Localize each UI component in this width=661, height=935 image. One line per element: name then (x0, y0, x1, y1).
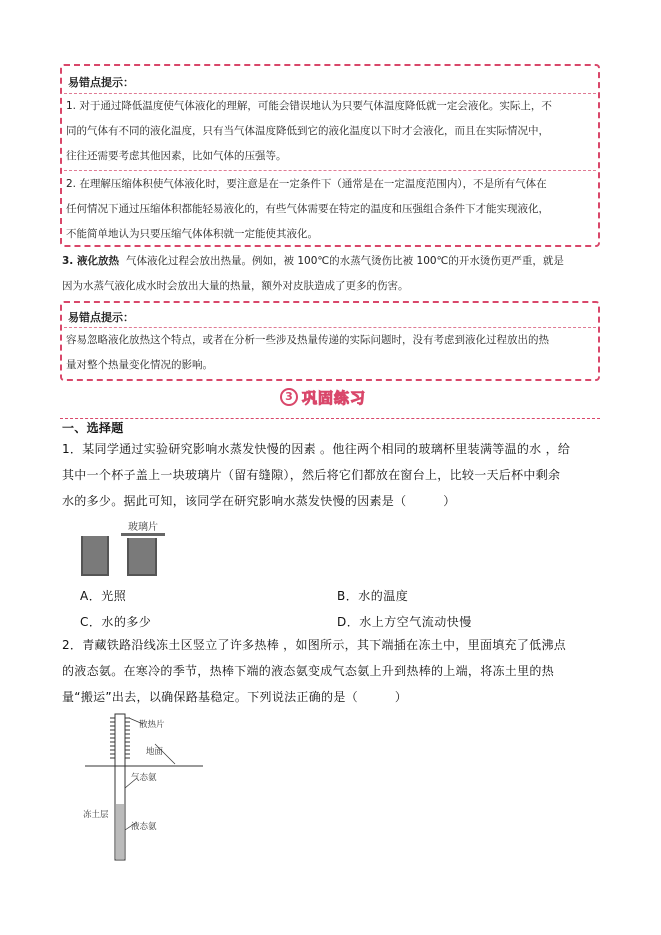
cup-right (127, 538, 157, 576)
q1-option-d[interactable]: D．水上方空气流动快慢 (337, 615, 472, 629)
q1-option-b[interactable]: B．水的温度 (337, 589, 409, 603)
q2-line: 的液态氨。在寒冷的季节，热棒下端的液态氨变成气态氨上升到热棒的上端，将冻土里的热 (62, 664, 555, 678)
liquid-label: 液态氨 (131, 822, 157, 832)
badge-text: 巩固练习 (302, 389, 367, 407)
cup-left (81, 536, 109, 576)
tip-line: 量对整个热量变化情况的影响。 (66, 359, 213, 371)
section-badge (280, 386, 382, 410)
tip-box-1 (60, 64, 600, 247)
soil-label: 冻土层 (83, 810, 109, 820)
q1-option-c[interactable]: C．水的多少 (80, 615, 152, 629)
tip-line: 1. 对于通过降低温度使气体液化的理解，可能会错误地认为只要气体温度降低就一定会液化。实际上，不 (66, 100, 552, 112)
fins-label: 散热片 (139, 720, 165, 730)
glass-plate-label: 玻璃片 (128, 522, 158, 533)
tip-line: 不能简单地认为只要压缩气体体积就一定能使其液化。 (66, 228, 318, 240)
divider (64, 327, 596, 328)
point-text: 因为水蒸气液化成水时会放出大量的热量，额外对皮肤造成了更多的伤害。 (62, 280, 409, 292)
q2-line: 量“搬运”出去，以确保路基稳定。下列说法正确的是（ ） (62, 690, 408, 704)
heat-pipe-diagram (85, 712, 205, 862)
tip-line: 2. 在理解压缩体积使气体液化时，要注意是在一定条件下（通常是在一定温度范围内），不是所有气体在 (66, 178, 547, 190)
liquid-fill (116, 804, 124, 859)
q1-line: 水的多少。据此可知，该同学在研究影响水蒸发快慢的因素是（ ） (62, 494, 456, 508)
gas-label: 气态氨 (131, 773, 157, 783)
ground-label: 地面 (146, 747, 164, 757)
tip-line: 任何情况下通过压缩体积都能轻易液化的，有些气体需要在特定的温度和压强组合条件下才能实现液化， (66, 203, 549, 215)
q1-line: 1．某同学通过实验研究影响水蒸发快慢的因素 。他往两个相同的玻璃杯里装满等温的水 ，给 (62, 442, 571, 456)
tip-title: 易错点提示： (68, 311, 134, 324)
tip-box-2 (60, 301, 600, 381)
tip-title: 易错点提示： (68, 76, 134, 89)
tip-line: 同的气体有不同的液化温度，只有当气体温度降低到它的液化温度以下时才会液化，而且在实际情况中， (66, 125, 549, 137)
tip-line: 往往还需要考虑其他因素，比如气体的压强等。 (66, 150, 287, 162)
q1-option-a[interactable]: A．光照 (80, 589, 127, 603)
section-divider (60, 418, 600, 419)
q2-line: 2．青藏铁路沿线冻土区竖立了许多热棒 ，如图所示，其下端插在冻土中，里面填充了低沸点 (62, 638, 567, 652)
point-text: 气体液化过程会放出热量。例如，被 100℃的水蒸气烫伤比被 100℃的开水烫伤更严重，就是 (126, 255, 564, 267)
q1-line: 其中一个杯子盖上一块玻璃片（留有缝隙），然后将它们都放在窗台上，比较一天后杯中剩余 (62, 468, 561, 482)
badge-number: 3 (280, 388, 298, 406)
section-title: 一、选择题 (62, 421, 124, 435)
divider (64, 93, 596, 94)
glass-plate (121, 533, 165, 536)
tip-line: 容易忽略液化放热这个特点，或者在分析一些涉及热量传递的实际问题时，没有考虑到液化过程放出的热 (66, 334, 549, 346)
point-label: 3. 液化放热 (62, 255, 119, 267)
divider (64, 170, 596, 171)
